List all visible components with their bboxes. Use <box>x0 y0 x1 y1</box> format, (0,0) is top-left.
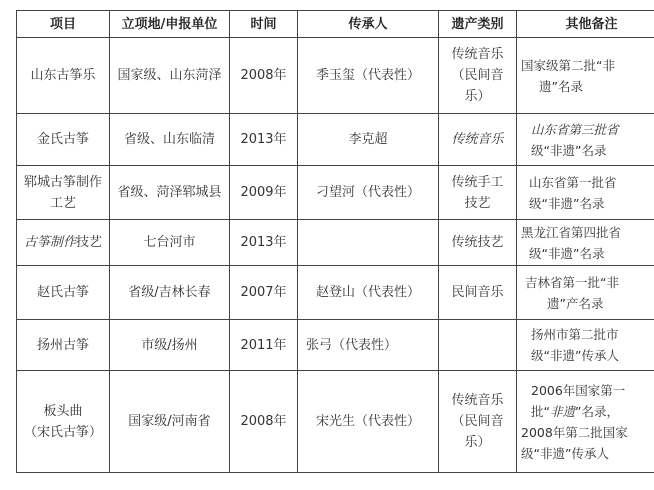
cell-inheritor: 刁望河（代表性） <box>298 166 439 220</box>
project-line: 郓城古筝制作 <box>23 174 102 190</box>
note-line: 级“非遗”传承人 <box>521 445 609 461</box>
cell-inheritor: 季玉玺（代表性） <box>298 38 439 114</box>
category-line: 乐） <box>464 89 491 104</box>
cell-project: 赵氏古筝 <box>17 266 110 320</box>
cell-note <box>517 220 654 266</box>
note-line: 吉林省第一批“非 <box>525 274 619 290</box>
cell-unit: 省级、山东临清 <box>110 114 230 166</box>
project-suffix: 技艺 <box>76 235 103 250</box>
cell-category <box>439 320 517 371</box>
cell-unit: 省级/吉林长春 <box>110 266 230 320</box>
note-line: 级“非遗”名录 <box>529 195 605 211</box>
project-line: 工艺 <box>49 195 76 211</box>
header-inheritor: 传承人 <box>298 11 439 38</box>
heritage-table <box>16 10 654 473</box>
cell-time: 2008年 <box>230 38 298 114</box>
cell-inheritor: 李克超 <box>298 114 439 166</box>
header-unit: 立项地/申报单位 <box>110 11 230 38</box>
cell-category <box>439 371 517 473</box>
cell-category: 民间音乐 <box>439 266 517 320</box>
header-time: 时间 <box>230 11 298 38</box>
note-line: 扬州市第二批市 <box>531 327 619 342</box>
cell-project: 扬州古筝 <box>17 320 110 371</box>
table-row <box>17 38 654 114</box>
category-line: （民间音 <box>451 68 504 83</box>
cell-unit: 七台河市 <box>110 220 230 266</box>
cell-project: 金氏古筝 <box>17 114 110 166</box>
cell-time: 2007年 <box>230 266 298 320</box>
note-line: 级“非遗”传承人 <box>531 348 619 363</box>
note-line: 级“非遗”名录 <box>529 245 605 261</box>
cell-note <box>517 371 654 473</box>
table-row <box>17 371 654 473</box>
table-row <box>17 114 654 166</box>
cell-note <box>517 114 654 166</box>
project-line: （宋氏古筝） <box>23 424 102 440</box>
note-fragment: 批“ <box>531 403 550 419</box>
table-row <box>17 266 654 320</box>
cell-time: 2008年 <box>230 371 298 473</box>
header-project: 项目 <box>17 11 110 38</box>
note-line: 黑龙江省第四批省 <box>521 224 622 240</box>
cell-category: 传统音乐 <box>439 114 517 166</box>
category-line: 乐） <box>464 435 491 450</box>
cell-time: 2009年 <box>230 166 298 220</box>
cell-unit: 市级/扬州 <box>110 320 230 371</box>
cell-category <box>439 38 517 114</box>
cell-note <box>517 166 654 220</box>
category-line: （民间音 <box>451 414 504 429</box>
note-line: 遗”产名录 <box>547 295 604 311</box>
cell-time: 2013年 <box>230 114 298 166</box>
category-line: 传统音乐 <box>451 393 504 408</box>
cell-inheritor: 赵登山（代表性） <box>298 266 439 320</box>
cell-unit: 国家级、山东菏泽 <box>110 38 230 114</box>
note-line <box>521 401 654 422</box>
cell-inheritor <box>298 220 439 266</box>
cell-project <box>17 220 110 266</box>
header-row <box>17 11 654 38</box>
category-line: 技艺 <box>464 195 491 211</box>
cell-category: 传统技艺 <box>439 220 517 266</box>
note-line: 山东省第一批省 <box>529 174 617 190</box>
cell-time: 2011年 <box>230 320 298 371</box>
heritage-table-container <box>16 10 654 480</box>
table-row <box>17 320 654 371</box>
cell-unit: 国家级/河南省 <box>110 371 230 473</box>
category-line: 传统音乐 <box>451 47 504 62</box>
table-row <box>17 220 654 266</box>
note-line: 遗”名录 <box>539 78 583 94</box>
project-prefix: 古筝制作 <box>23 235 76 250</box>
header-note: 其他备注 <box>517 11 654 38</box>
category-line: 传统手工 <box>451 174 504 190</box>
cell-inheritor: 宋光生（代表性） <box>298 371 439 473</box>
note-line: 国家级第二批“非 <box>521 57 615 73</box>
table-row <box>17 166 654 220</box>
cell-note <box>517 266 654 320</box>
cell-project <box>17 371 110 473</box>
cell-inheritor: 张弓（代表性） <box>298 320 439 371</box>
project-line: 板头曲 <box>43 403 83 419</box>
note-fragment-italic: 非遗 <box>549 403 575 419</box>
cell-unit: 省级、菏泽郓城县 <box>110 166 230 220</box>
cell-note <box>517 320 654 371</box>
note-line: 2006年国家第一 <box>531 382 626 398</box>
cell-project <box>17 166 110 220</box>
cell-project: 山东古筝乐 <box>17 38 110 114</box>
cell-note <box>517 38 654 114</box>
cell-category <box>439 166 517 220</box>
header-category: 遗产类别 <box>439 11 517 38</box>
cell-time: 2013年 <box>230 220 298 266</box>
note-line: 级“非遗”名录 <box>531 142 607 158</box>
note-line: 2008年第二批国家 <box>521 424 628 440</box>
note-fragment: ”名录， <box>575 403 619 419</box>
note-line: 山东省第三批省 <box>531 121 619 137</box>
